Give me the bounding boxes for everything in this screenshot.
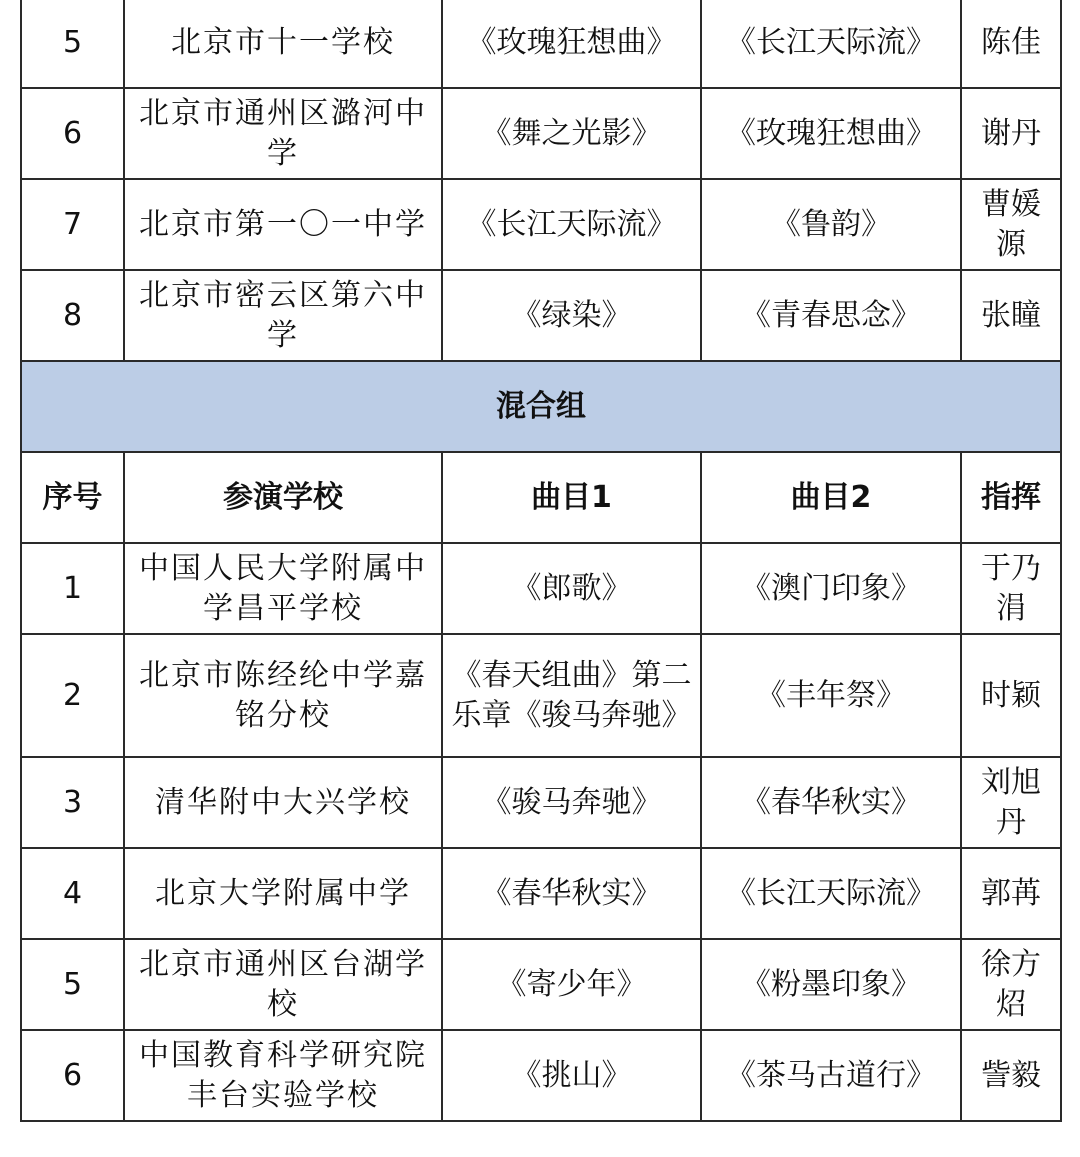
table-row xyxy=(21,543,1061,634)
cell-school: 北京市通州区台湖学校 xyxy=(124,939,442,1030)
table-row xyxy=(21,88,1061,179)
cell-piece1: 《长江天际流》 xyxy=(442,179,701,270)
cell-no: 6 xyxy=(21,88,124,179)
column-header-conductor: 指挥 xyxy=(961,452,1061,543)
cell-no: 5 xyxy=(21,939,124,1030)
cell-piece1: 《玫瑰狂想曲》 xyxy=(442,0,701,88)
column-header-piece2: 曲目2 xyxy=(701,452,961,543)
cell-school: 北京市陈经纶中学嘉铭分校 xyxy=(124,634,442,757)
cell-piece2: 《鲁韵》 xyxy=(701,179,961,270)
cell-school: 北京市密云区第六中学 xyxy=(124,270,442,361)
cell-conductor: 于乃涓 xyxy=(961,543,1061,634)
performance-table xyxy=(20,0,1062,1122)
cell-piece1: 《骏马奔驰》 xyxy=(442,757,701,848)
table-row xyxy=(21,1030,1061,1121)
cell-piece1: 《绿染》 xyxy=(442,270,701,361)
cell-conductor: 谢丹 xyxy=(961,88,1061,179)
table-row xyxy=(21,939,1061,1030)
cell-school: 中国教育科学研究院丰台实验学校 xyxy=(124,1030,442,1121)
cell-conductor: 郭苒 xyxy=(961,848,1061,939)
cell-piece1: 《春天组曲》第二乐章《骏马奔驰》 xyxy=(442,634,701,757)
cell-school: 北京市通州区潞河中学 xyxy=(124,88,442,179)
cell-piece2: 《澳门印象》 xyxy=(701,543,961,634)
group-title: 混合组 xyxy=(21,361,1061,452)
cell-conductor: 曹媛源 xyxy=(961,179,1061,270)
table-row xyxy=(21,270,1061,361)
cell-no: 3 xyxy=(21,757,124,848)
cell-piece2: 《粉墨印象》 xyxy=(701,939,961,1030)
cell-conductor: 陈佳 xyxy=(961,0,1061,88)
cell-conductor: 刘旭丹 xyxy=(961,757,1061,848)
column-header-school: 参演学校 xyxy=(124,452,442,543)
group-header-row xyxy=(21,361,1061,452)
cell-piece2: 《青春思念》 xyxy=(701,270,961,361)
column-header-row xyxy=(21,452,1061,543)
cell-no: 7 xyxy=(21,179,124,270)
column-header-piece1: 曲目1 xyxy=(442,452,701,543)
cell-no: 2 xyxy=(21,634,124,757)
table-row xyxy=(21,757,1061,848)
cell-conductor: 徐方炤 xyxy=(961,939,1061,1030)
cell-piece2: 《长江天际流》 xyxy=(701,0,961,88)
column-header-no: 序号 xyxy=(21,452,124,543)
cell-no: 8 xyxy=(21,270,124,361)
cell-school: 北京大学附属中学 xyxy=(124,848,442,939)
cell-piece2: 《茶马古道行》 xyxy=(701,1030,961,1121)
cell-piece1: 《寄少年》 xyxy=(442,939,701,1030)
cell-no: 1 xyxy=(21,543,124,634)
table-row xyxy=(21,0,1061,88)
cell-piece1: 《郎歌》 xyxy=(442,543,701,634)
table-row xyxy=(21,848,1061,939)
table-row xyxy=(21,634,1061,757)
cell-school: 北京市十一学校 xyxy=(124,0,442,88)
cell-conductor: 时颖 xyxy=(961,634,1061,757)
cell-no: 6 xyxy=(21,1030,124,1121)
cell-piece2: 《长江天际流》 xyxy=(701,848,961,939)
cell-conductor: 张瞳 xyxy=(961,270,1061,361)
cell-no: 4 xyxy=(21,848,124,939)
cell-piece1: 《春华秋实》 xyxy=(442,848,701,939)
cell-piece2: 《春华秋实》 xyxy=(701,757,961,848)
cell-piece1: 《舞之光影》 xyxy=(442,88,701,179)
cell-no: 5 xyxy=(21,0,124,88)
cell-piece2: 《丰年祭》 xyxy=(701,634,961,757)
cell-school: 清华附中大兴学校 xyxy=(124,757,442,848)
cell-school: 中国人民大学附属中学昌平学校 xyxy=(124,543,442,634)
cell-school: 北京市第一〇一中学 xyxy=(124,179,442,270)
cell-piece2: 《玫瑰狂想曲》 xyxy=(701,88,961,179)
cell-piece1: 《挑山》 xyxy=(442,1030,701,1121)
cell-conductor: 訾毅 xyxy=(961,1030,1061,1121)
table-row xyxy=(21,179,1061,270)
